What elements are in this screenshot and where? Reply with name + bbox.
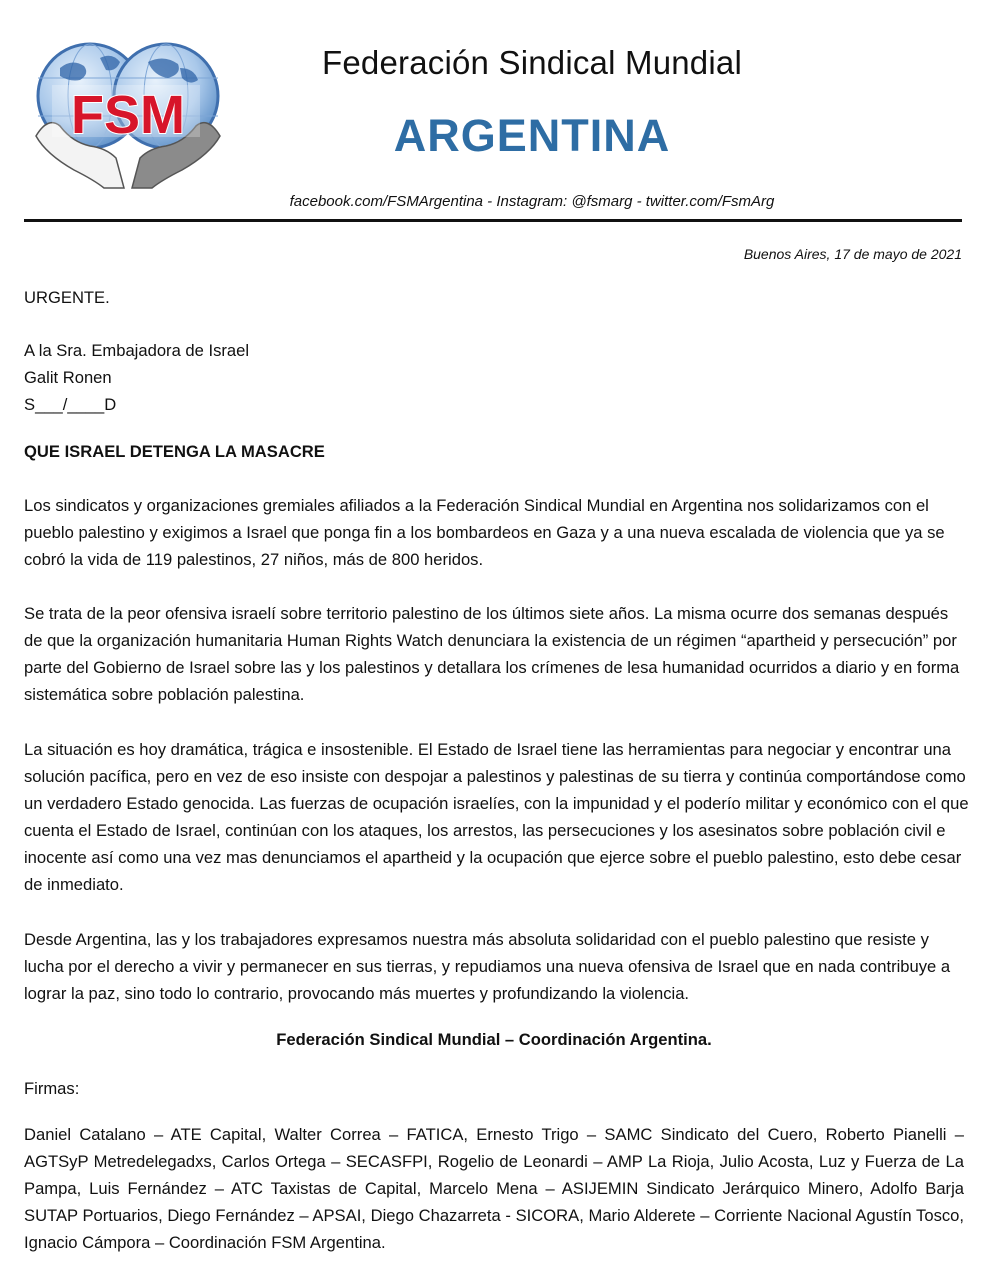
signature-block: Federación Sindical Mundial – Coordinación Argentina. [276,1030,712,1049]
header-divider [24,219,962,222]
paragraph: La situación es hoy dramática, trágica e insostenible. El Estado de Israel tiene las herramientas para negociar y encontrar una solución pacífica, pero en vez de eso insiste con despojar a palestinos y palestinas de su tierra y continúa comportándose como un verdadero Estado genocida. Las fuerzas de ocupación israelíes, con la impunidad y el poderío militar y económico con el que cuenta el Estado de Israel, continúan con los ataques, los arrestos, las persecuciones y los asesinatos sobre población civil e inocente así como una vez mas denunciamos el apartheid y la ocupación que ejerce sobre el pueblo palestino, esto debe cesar de inmediato. [24,740,969,894]
letter-date: Buenos Aires, 17 de mayo de 2021 [743,246,962,262]
addressee-line: Galit Ronen [24,368,112,387]
addressee-block [24,337,964,418]
country-heading: ARGENTINA [393,110,671,161]
paragraph: Desde Argentina, las y los trabajadores expresamos nuestra más absoluta solidaridad con el pueblo palestino que resiste y lucha por el derecho a vivir y permanecer en sus tierras, y repudiamos una nueva ofensiva de Israel que en nada contribuye a lograr la paz, sino todo lo contrario, provocando más muertes y profundizando la violencia. [24,930,951,1003]
paragraph: Los sindicatos y organizaciones gremiales afiliados a la Federación Sindical Mundial en Argentina nos solidarizamos con el pueblo palestino y exigimos a Israel que ponga fin a los bombardeos en Gaza y a una nueva escalada de violencia que ya se cobró la vida de 119 palestinos, 27 niños, más de 800 heridos. [24,496,945,569]
urgent-label: URGENTE. [24,288,110,307]
signatories-list: Daniel Catalano – ATE Capital, Walter Correa – FATICA, Ernesto Trigo – SAMC Sindicato del Cuero, Roberto Pianelli – AGTSyP Metredelegadxs, Carlos Ortega – SECASFPI, Rogelio de Leonardi – AMP La Rioja, Julio Acosta, Luz y Fuerza de La Pampa, Luis Fernández – ATC Taxistas de Capital, Marcelo Mena – ASIJEMIN Sindicato Jerárquico Minero, Adolfo Barja SUTAP Portuarios, Diego Fernández – APSAI, Diego Chazarreta - SICORA, Mario Alderete – Corriente Nacional Agustín Tosco, Ignacio Cámpora – Coordinación FSM Argentina. [24,1125,964,1252]
addressee-line: A la Sra. Embajadora de Israel [24,341,250,360]
social-links: facebook.com/FSMArgentina - Instagram: @fsmarg - twitter.com/FsmArg [289,193,775,210]
fsm-logo [30,38,226,190]
organization-name: Federación Sindical Mundial [322,44,742,81]
addressee-line: S___/____D [24,395,117,414]
logo-text: FSM [71,85,185,145]
signatures-label: Firmas: [24,1079,80,1098]
headline: QUE ISRAEL DETENGA LA MASACRE [24,442,325,461]
paragraph: Se trata de la peor ofensiva israelí sobre territorio palestino de los últimos siete años. La misma ocurre dos semanas después de que la organización humanitaria Human Rights Watch denunciara la existencia de un régimen “apartheid y persecución” por parte del Gobierno de Israel sobre las y los palestinos y detallara los crímenes de lesa humanidad ocurridos a diario y en forma sistemática sobre población palestina. [24,604,960,704]
